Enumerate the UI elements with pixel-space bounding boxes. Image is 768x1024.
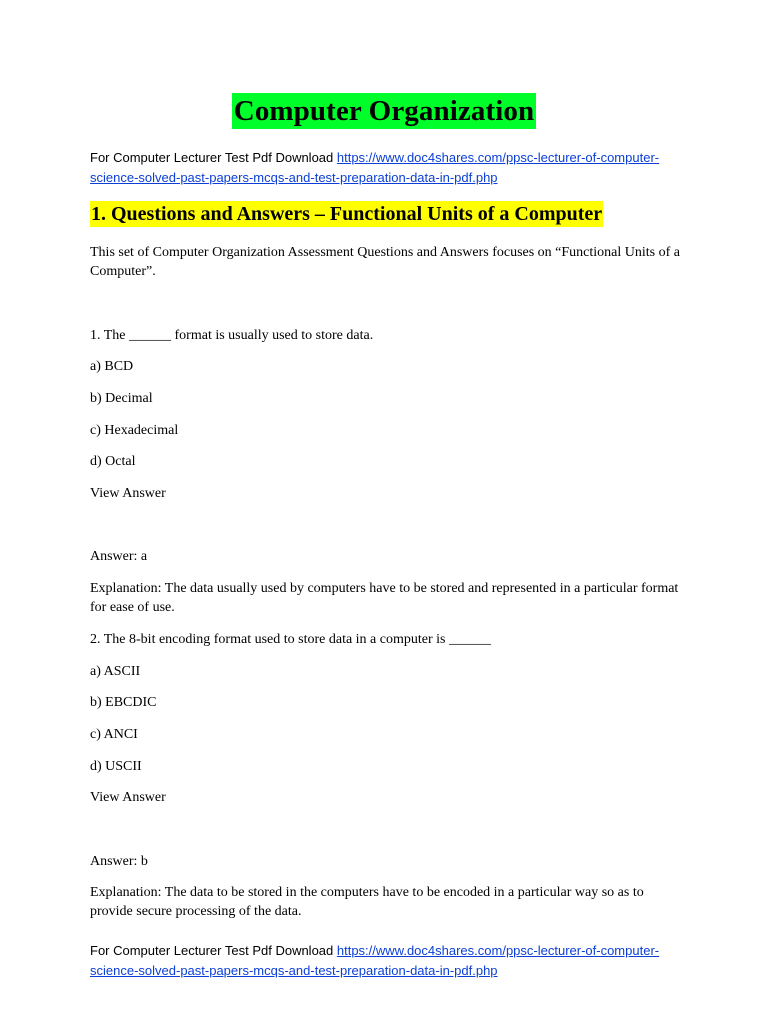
explanation-paragraph	[90, 883, 700, 921]
option-text: a) ASCII	[90, 664, 141, 679]
answer-text: Answer: a	[90, 549, 148, 564]
download-intro-text: For Computer Lecturer Test Pdf Download	[90, 943, 337, 958]
explanation-line: provide secure processing of the data.	[90, 904, 302, 919]
answer-text: Answer: b	[90, 854, 148, 869]
download-intro-text: For Computer Lecturer Test Pdf Download	[90, 150, 337, 165]
explanation-line: Explanation: The data to be stored in the computers have to be encoded in a particular way so as to	[90, 885, 644, 900]
download-link-line2[interactable]: science-solved-past-papers-mcqs-and-test-preparation-data-in-pdf.php	[90, 963, 498, 978]
option-text: c) ANCI	[90, 727, 138, 742]
question-text: 1. The ______ format is usually used to store data.	[90, 328, 374, 343]
explanation-line: Explanation: The data usually used by computers have to be stored and represented in a particular format	[90, 581, 679, 596]
option-text: c) Hexadecimal	[90, 423, 179, 438]
intro-line: Computer”.	[90, 264, 156, 279]
download-link-line1[interactable]: https://www.doc4shares.com/ppsc-lecturer-of-computer-	[336, 943, 660, 958]
document-title: Computer Organization	[233, 95, 535, 127]
intro-line: This set of Computer Organization Assessment Questions and Answers focuses on “Functional Units of a	[90, 245, 680, 260]
download-note-bottom	[90, 941, 690, 981]
section-heading: 1. Questions and Answers – Functional Units of a Computer	[91, 203, 603, 225]
title-container	[0, 93, 768, 129]
download-note-top	[90, 148, 690, 188]
option-text: d) USCII	[90, 759, 142, 774]
question-text: 2. The 8-bit encoding format used to store data in a computer is ______	[90, 632, 491, 647]
section-heading-container	[90, 201, 690, 227]
download-link-line2[interactable]: science-solved-past-papers-mcqs-and-test-preparation-data-in-pdf.php	[90, 170, 498, 185]
intro-paragraph	[90, 243, 690, 281]
view-answer-text: View Answer	[90, 790, 166, 805]
option-text: b) Decimal	[90, 391, 153, 406]
option-text: a) BCD	[90, 359, 134, 374]
option-text: d) Octal	[90, 454, 136, 469]
option-text: b) EBCDIC	[90, 695, 157, 710]
explanation-line: for ease of use.	[90, 600, 175, 615]
download-link-line1[interactable]: https://www.doc4shares.com/ppsc-lecturer-of-computer-	[336, 150, 660, 165]
view-answer-text: View Answer	[90, 486, 166, 501]
explanation-paragraph	[90, 579, 700, 617]
